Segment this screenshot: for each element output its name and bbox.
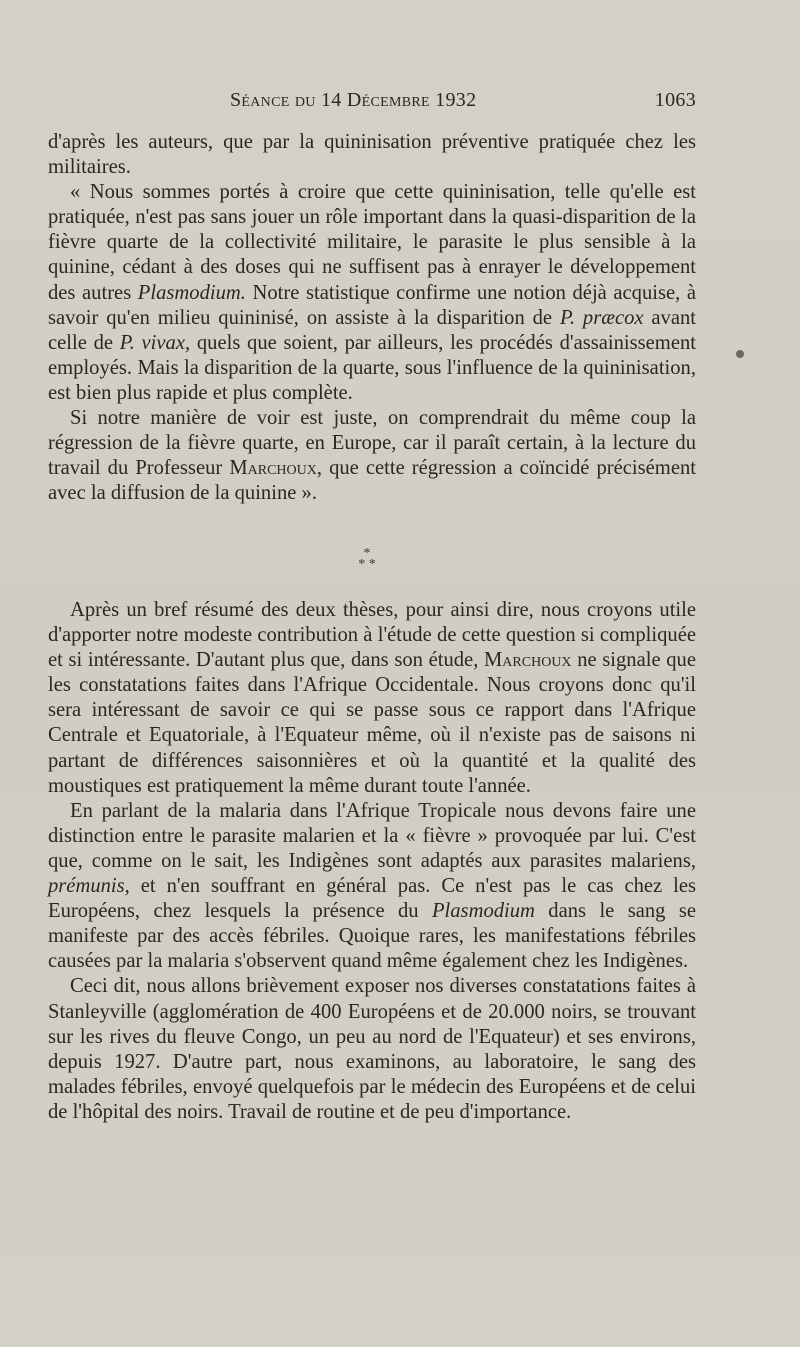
genus-name: Plasmodium. xyxy=(137,281,246,304)
author-name: Marchoux xyxy=(229,457,317,480)
author-name: Marchoux xyxy=(484,649,572,672)
paragraph-quote xyxy=(48,180,696,406)
page-number: 1063 xyxy=(654,89,696,111)
genus-name: Plasmodium xyxy=(431,900,535,923)
asterism-top: * xyxy=(363,546,371,561)
italic-term: prémunis, xyxy=(48,875,130,898)
species-name: P. præcox xyxy=(559,306,644,329)
paragraph-continuation xyxy=(48,130,696,180)
body-text-section2 xyxy=(48,598,696,1125)
body-text xyxy=(48,130,696,506)
paragraph-text: quels que soient, par ailleurs, les procédés d'assainissement employés. Mais la disparition de la quarte, sous l'influence de la quininisation, est bien plus rapide et plus complète. xyxy=(48,331,696,404)
paragraph-stanleyville xyxy=(48,974,696,1125)
paragraph-malaria xyxy=(48,799,696,975)
asterism-bottom: * * xyxy=(358,557,376,572)
paragraph-quote-end xyxy=(48,406,696,506)
paragraph-text: Après un bref résumé des deux thèses, pour ainsi dire, nous croyons utile d'apporter notre modeste contribution à l'étude de cette question si compliquée et si intéressante. D'autant plus que, dans son étude, xyxy=(48,599,696,672)
running-title: Séance du 14 Décembre 1932 xyxy=(230,89,477,111)
paragraph-contribution xyxy=(48,598,696,799)
ink-speck xyxy=(736,350,744,358)
paragraph-text: avant celle de xyxy=(48,306,696,354)
paragraph-text: Si notre manière de voir est juste, on comprendrait du même coup la régression de la fièvre quarte, en Europe, car il paraît certain, à la lecture du travail du Professeur xyxy=(48,407,696,480)
paragraph-text: Notre statistique confirme une notion déjà acquise, à savoir qu'en milieu quininisé, on assiste à la disparition de xyxy=(48,281,697,329)
paragraph-text: d'après les auteurs, que par la quininisation préventive pratiquée chez les militaires. xyxy=(48,131,696,179)
paragraph-text: et n'en souffrant en général pas. Ce n'est pas le cas chez les Européens, chez lesquels la présence du xyxy=(48,875,696,923)
paragraph-text: En parlant de la malaria dans l'Afrique Tropicale nous devons faire une distinction entre le parasite malarien et la « fièvre » provoquée par lui. C'est que, comme on le sait, les Indigènes sont adaptés aux parasites malariens, xyxy=(48,799,696,872)
paragraph-text: Ceci dit, nous allons brièvement exposer nos diverses constatations faites à Stanleyville (agglomération de 400 Européens et de 20.000 noirs, se trouvant sur les rives du fleuve Congo, un peu au nord de l'Equateur) et ses environs, depuis 1927. D'autre part, nous examinons, au laboratoire, le sang des malades fébriles, envoyé quelquefois par le médecin des Européens et de celui de l'hôpital des noirs. Travail de routine et de peu d'importance. xyxy=(48,975,696,1123)
paragraph-text: ne signale que les constatations faites dans l'Afrique Occidentale. Nous croyons donc qu'il sera intéressant de savoir ce qui se passe sous ce rapport dans l'Afrique Centrale et Equatoriale, à l'Equateur même, où il n'existe pas de saisons ni partant de différences saisonnières et où la quantité et la qualité des moustiques est pratiquement la même durant toute l'année. xyxy=(48,649,696,797)
paragraph-text: « Nous sommes portés à croire que cette quininisation, telle qu'elle est pratiquée, n'est pas sans jouer un rôle important dans la quasi-disparition de la fièvre quarte de la collectivité militaire, le parasite le plus sensible à la quinine, cédant à des doses qui ne suffisent pas à enrayer le développement des autres xyxy=(48,181,696,304)
running-head xyxy=(48,89,696,117)
paragraph-text: dans le sang se manifeste par des accès fébriles. Quoique rares, les manifestations fébriles causées par la malaria s'observent quand même également chez les Indigènes. xyxy=(48,900,696,973)
section-asterism xyxy=(352,548,382,582)
species-name: P. vivax, xyxy=(119,331,191,354)
paragraph-text: , que cette régression a coïncidé précisément avec la diffusion de la quinine ». xyxy=(48,457,696,505)
